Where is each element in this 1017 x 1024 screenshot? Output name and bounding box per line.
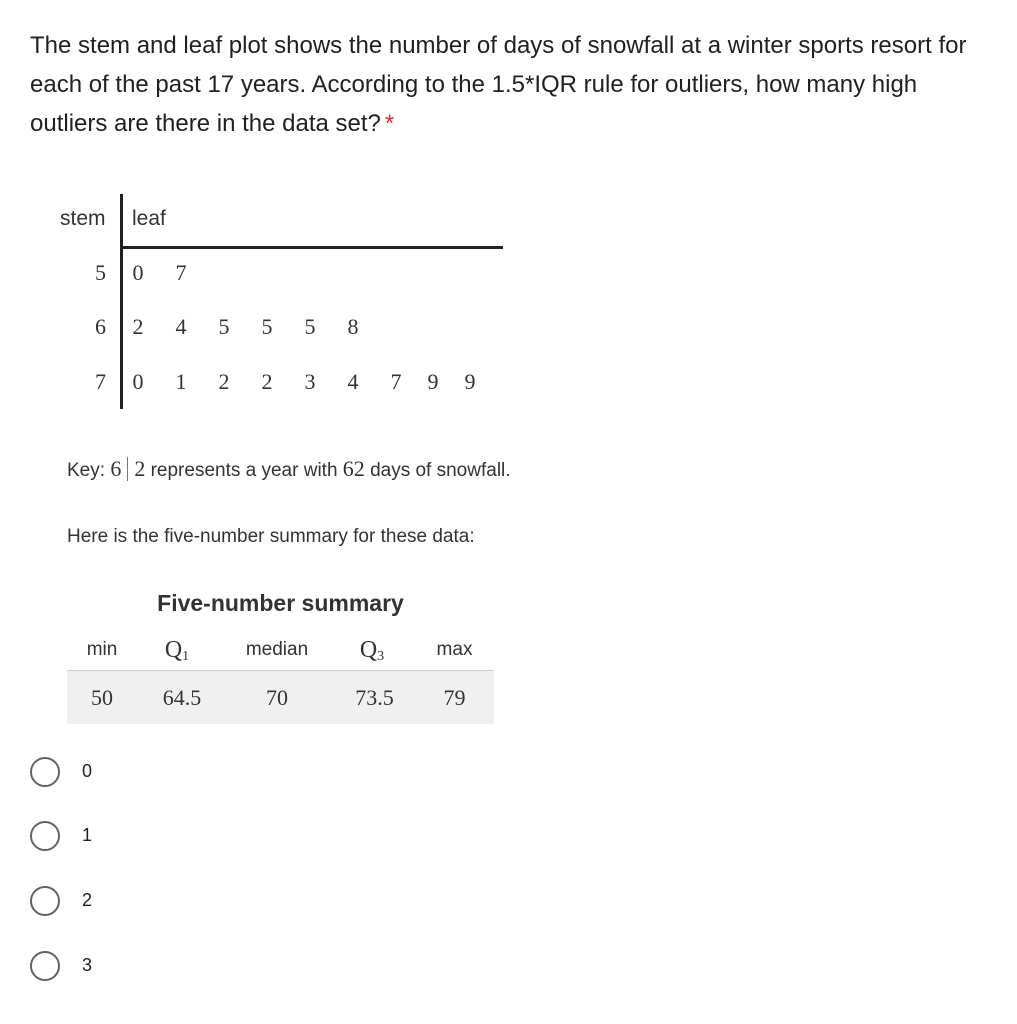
leaf-value: 7 [390,369,402,394]
value-max: 79 [443,685,466,710]
key-stem: 6 [110,456,122,481]
key-prefix: Key: [67,460,106,481]
header-min: min [86,639,118,660]
leaf-value: 4 [347,369,359,394]
leaf-value: 9 [464,369,476,394]
question-body: The stem and leaf plot shows the number of days of snowfall at a winter sports resort for each of the past 17 years. According to the 1.5*IQR rule for outliers, how many high outliers are there in the data set? [30,32,967,137]
leaf-value: 2 [218,369,230,394]
header-q3: $Q_3$ [359,637,385,664]
header-q1: $Q_1$ [164,637,190,664]
leaf-value: 2 [132,314,144,339]
leaf-value: 8 [347,314,359,339]
plot-divider-vertical [120,194,123,409]
summary-values-row [67,671,494,724]
radio-button[interactable] [30,886,60,916]
required-asterisk: * [384,110,395,137]
summary-title: Five-number summary [157,590,404,616]
plot-key [67,456,511,482]
summary-header-row [67,632,494,668]
stem-value: 5 [95,260,106,285]
leaf-value: 2 [261,369,273,394]
plot-divider-horizontal [122,246,503,249]
radio-button[interactable] [30,951,60,981]
header-median: median [245,639,309,660]
leaf-value: 0 [132,369,144,394]
summary-intro: Here is the five-number summary for these data: [67,526,475,547]
leaf-value: 3 [304,369,316,394]
value-min: 50 [91,685,113,710]
option-label: 3 [82,955,93,975]
leaf-value: 5 [304,314,316,339]
leaf-value: 4 [175,314,187,339]
value-q3: 73.5 [355,685,394,710]
key-middle-text: represents a year with [150,460,338,481]
leaf-value: 0 [132,260,144,285]
stem-and-leaf-plot [0,0,1017,420]
radio-button[interactable] [30,821,60,851]
option-label: 1 [82,825,93,845]
leaf-value: 1 [175,369,187,394]
leaf-value: 7 [175,260,187,285]
leaf-value: 5 [218,314,230,339]
stem-value: 7 [95,369,106,394]
key-suffix: days of snowfall. [370,460,511,481]
radio-button[interactable] [30,757,60,787]
value-median: 70 [266,685,288,710]
option-label: 2 [82,890,93,910]
header-max: max [436,639,473,660]
leaf-header: leaf [132,207,166,230]
stem-header: stem [60,207,106,230]
key-leaf: 2 [134,456,146,481]
leaf-value: 5 [261,314,273,339]
key-divider [127,457,128,481]
stem-value: 6 [95,314,106,339]
option-label: 0 [82,761,93,781]
key-value: 62 [342,456,365,481]
value-q1: 64.5 [162,685,202,710]
leaf-value: 9 [427,369,439,394]
